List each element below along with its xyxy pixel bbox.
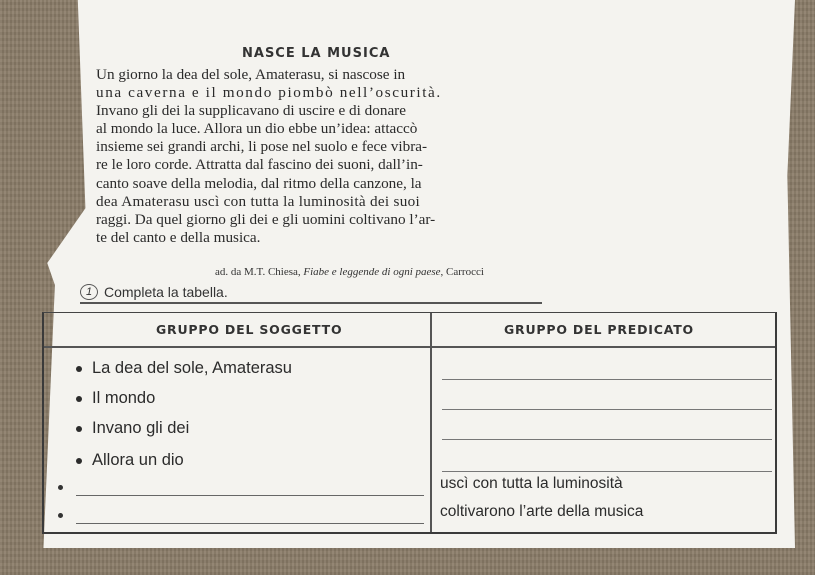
exercise-heading — [80, 284, 228, 300]
header-predicate: GRUPPO DEL PREDICATO — [504, 322, 694, 337]
story-line: una caverna e il mondo piombò nell’oscurità. — [96, 84, 442, 102]
story-line: al mondo la luce. Allora un dio ebbe un’idea: attaccò — [96, 120, 418, 138]
subject-cell — [76, 359, 292, 378]
subject-blank[interactable] — [76, 495, 424, 496]
subject-cell — [76, 419, 189, 438]
bullet-icon — [76, 366, 82, 372]
predicate-blank[interactable] — [442, 471, 772, 472]
divider — [80, 302, 542, 304]
predicate-blank[interactable] — [442, 379, 772, 380]
story-line: Un giorno la dea del sole, Amaterasu, si nascose in — [96, 66, 406, 83]
exercise-number: 1 — [80, 284, 98, 300]
predicate-blank[interactable] — [442, 439, 772, 440]
predicate-blank[interactable] — [442, 409, 772, 410]
story-line: Invano gli dei la supplicavano di uscire e di donare — [96, 102, 406, 120]
bullet-icon — [76, 396, 82, 402]
bullet-icon — [76, 426, 82, 432]
table-row — [44, 385, 779, 413]
story-line: dea Amaterasu uscì con tutta la luminosità dei suoi — [96, 192, 421, 210]
header-subject: GRUPPO DEL SOGGETTO — [156, 322, 343, 337]
bullet-icon — [58, 485, 63, 490]
subject-cell — [76, 451, 184, 470]
subject-blank[interactable] — [76, 523, 424, 524]
story-line: canto soave della melodia, dal ritmo della canzone, la — [96, 174, 422, 192]
subject-cell — [76, 389, 155, 408]
exercise-instruction: Completa la tabella. — [104, 284, 228, 300]
predicate-text: uscì con tutta la luminosità — [440, 475, 623, 492]
bullet-icon — [58, 513, 63, 518]
bullet-icon — [76, 458, 82, 464]
story-line: raggi. Da quel giorno gli dei e gli uomini coltivano l’ar- — [96, 210, 436, 228]
source-book-title: Fiabe e leggende di ogni paese — [303, 266, 441, 278]
story-line: insieme sei grandi archi, li pose nel suolo e fece vibra- — [96, 138, 428, 156]
story-title: NASCE LA MUSICA — [242, 46, 391, 61]
table-row — [44, 415, 779, 443]
table-row — [44, 501, 779, 529]
source-prefix: ad. da M.T. Chiesa, — [215, 266, 304, 278]
story-line: re le loro corde. Attratta dal fascino dei suoni, dall’in- — [96, 156, 423, 174]
predicate-text: coltivarono l’arte della musica — [440, 503, 644, 520]
subject-text: Il mondo — [92, 389, 156, 407]
subject-text: Allora un dio — [92, 451, 184, 469]
exercise-table — [42, 312, 777, 534]
source-citation — [215, 266, 484, 278]
table-row — [44, 473, 779, 501]
story-line: te del canto e della musica. — [96, 228, 261, 246]
table-row — [44, 447, 779, 475]
header-divider — [44, 346, 775, 348]
source-suffix: , Carrocci — [440, 266, 484, 278]
table-row — [44, 355, 779, 383]
subject-text: Invano gli dei — [92, 419, 190, 437]
subject-text: La dea del sole, Amaterasu — [92, 359, 292, 377]
story-text — [96, 66, 546, 247]
